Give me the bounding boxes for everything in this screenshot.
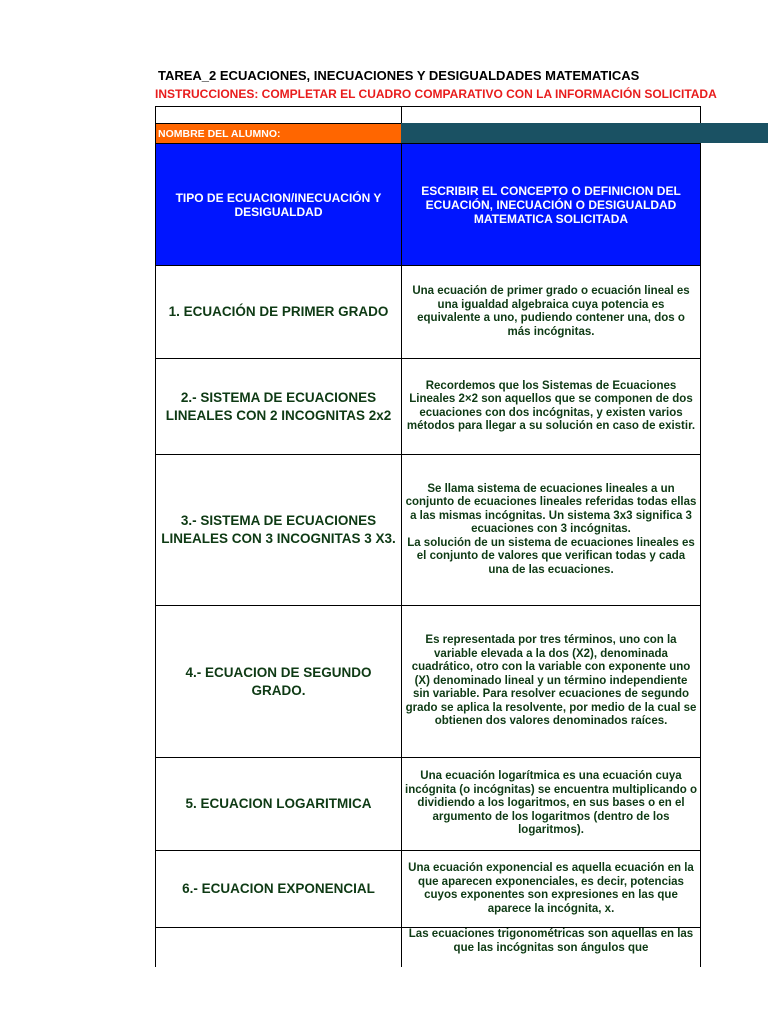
blank-cell-left [155,106,401,123]
row-type: 5. ECUACION LOGARITMICA [155,757,401,850]
row-definition: Es representada por tres términos, uno con la variable elevada a la dos (X2), denominada cuadrático, otro con la variable con exponente uno (X) denominado lineal y un término independiente sin variable. Para resolver ecuaciones de segundo grado se aplica la resolvente, por medio de la cual se obtienen dos valores denominados raíces. [401,605,701,757]
row-type: 3.- SISTEMA DE ECUACIONES LINEALES CON 3 INCOGNITAS 3 X3. [155,454,401,605]
student-name-label: NOMBRE DEL ALUMNO: [155,123,401,143]
row-type: 2.- SISTEMA DE ECUACIONES LINEALES CON 2 INCOGNITAS 2x2 [155,358,401,454]
row-type [155,927,401,967]
header-definition: ESCRIBIR EL CONCEPTO O DEFINICION DEL ECUACIÓN, INECUACIÓN O DESIGUALDAD MATEMATICA SOLICITADA [401,143,701,265]
row-type: 6.- ECUACION EXPONENCIAL [155,850,401,927]
blank-cell-right [401,106,701,123]
row-definition: Una ecuación logarítmica es una ecuación cuya incógnita (o incógnitas) se encuentra multiplicando o dividiendo a los logaritmos, en sus bases o en el argumento de los logaritmos (dentro de los logaritmos). [401,757,701,850]
row-type: 1. ECUACIÓN DE PRIMER GRADO [155,265,401,358]
row-type: 4.- ECUACION DE SEGUNDO GRADO. [155,605,401,757]
document-title: TAREA_2 ECUACIONES, INECUACIONES Y DESIGUALDADES MATEMATICAS [158,68,640,83]
instructions-text: INSTRUCCIONES: COMPLETAR EL CUADRO COMPARATIVO CON LA INFORMACIÓN SOLICITADA [155,87,717,101]
row-definition-block [401,454,701,605]
comparison-table [155,106,768,954]
row-definition: Recordemos que los Sistemas de Ecuaciones Lineales 2×2 son aquellos que se componen de dos ecuaciones con dos incógnitas, y existen varios métodos para llegar a su solución en caso de existir. [401,358,701,454]
row-definition: Una ecuación de primer grado o ecuación lineal es una igualdad algebraica cuya potencia es equivalente a uno, pudiendo contener una, dos o más incógnitas. [401,265,701,358]
row-definition-continued: La solución de un sistema de ecuaciones lineales es el conjunto de valores que verifican todas y cada una de las ecuaciones. [407,536,695,576]
student-name-field[interactable] [401,123,768,143]
header-type: TIPO DE ECUACION/INECUACIÓN Y DESIGUALDAD [155,143,401,265]
row-definition: Una ecuación exponencial es aquella ecuación en la que aparecen exponenciales, es decir, potencias cuyos exponentes son expresiones en las que aparece la incógnita, x. [401,850,701,927]
row-definition: Se llama sistema de ecuaciones lineales a un conjunto de ecuaciones lineales referidas todas ellas a las mismas incógnitas. Un sistema 3x3 significa 3 ecuaciones con 3 incógnitas. [405,482,697,536]
row-definition: Las ecuaciones trigonométricas son aquellas en las que las incógnitas son ángulos que [401,927,701,967]
